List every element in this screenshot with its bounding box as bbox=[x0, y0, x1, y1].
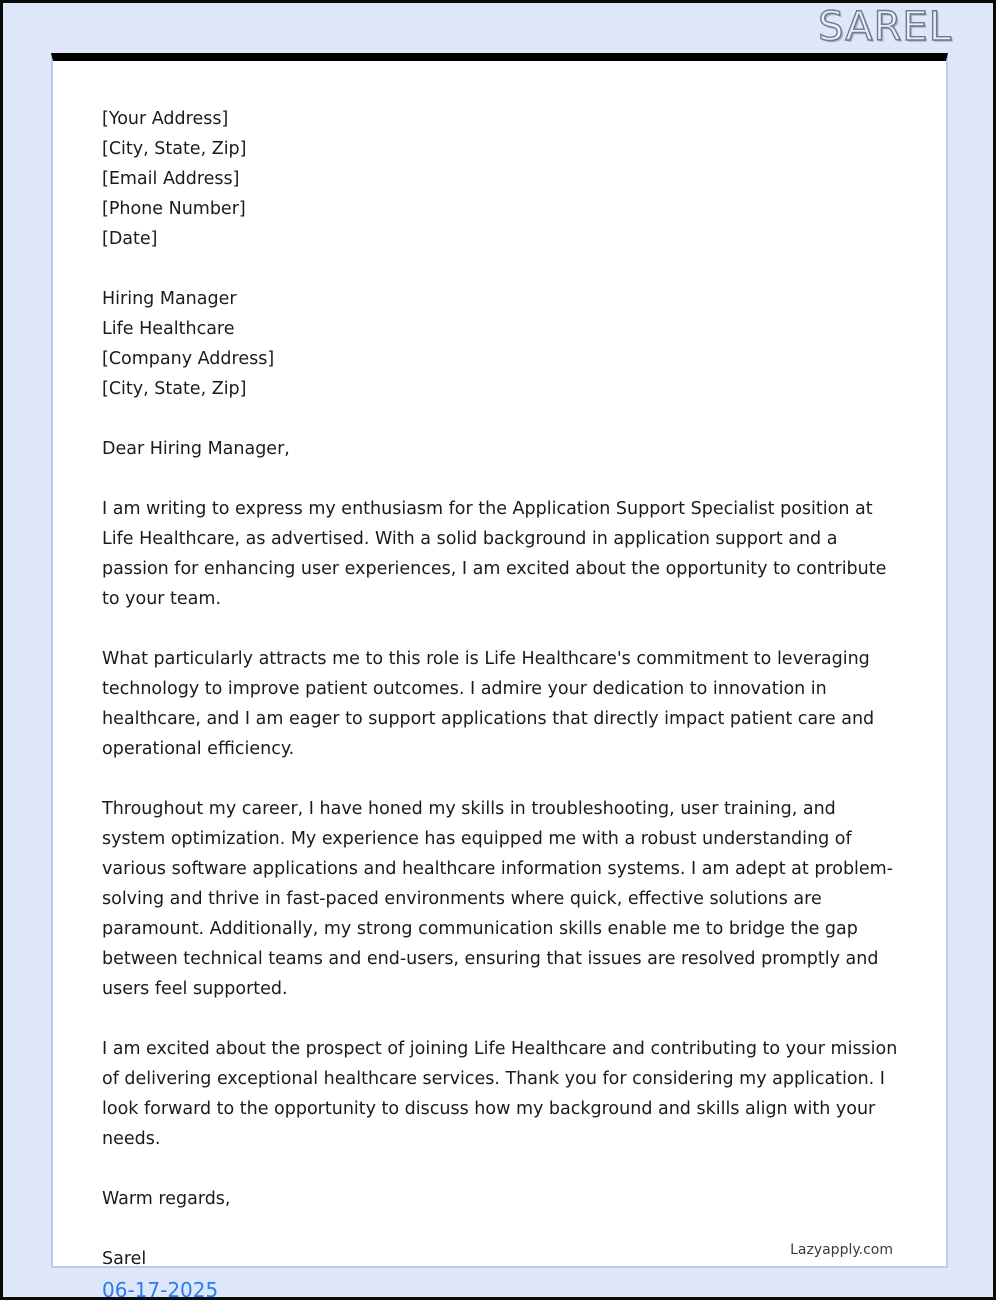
closing-line: Warm regards, bbox=[102, 1189, 231, 1209]
letter-body bbox=[102, 104, 900, 1268]
sender-address-line: [City, State, Zip] bbox=[102, 139, 247, 159]
letter-sheet bbox=[51, 53, 948, 1268]
recipient-address-line: [City, State, Zip] bbox=[102, 379, 247, 399]
sender-address-block bbox=[102, 104, 900, 254]
recipient-address-line: Life Healthcare bbox=[102, 319, 235, 339]
signature-name: Sarel bbox=[102, 1249, 147, 1268]
sender-address-line: [Date] bbox=[102, 229, 158, 249]
sender-address-line: [Phone Number] bbox=[102, 199, 246, 219]
salutation: Dear Hiring Manager, bbox=[102, 439, 290, 459]
body-paragraph: I am writing to express my enthusiasm for the Application Support Specialist position at Life Healthcare, as advertised. With a solid background in application support and a passion for enhancing user experiences, I am excited about the opportunity to contribute to your team. bbox=[102, 499, 887, 609]
date-stamp: 06-17-2025 bbox=[102, 1278, 219, 1300]
body-paragraph: Throughout my career, I have honed my skills in troubleshooting, user training, and system optimization. My experience has equipped me with a robust understanding of various software applications and healthcare information systems. I am adept at problem-solving and thrive in fast-paced environments where quick, effective solutions are paramount. Additionally, my strong communication skills enable me to bridge the gap between technical teams and end-users, ensuring that issues are resolved promptly and users feel supported. bbox=[102, 799, 894, 999]
recipient-address-line: Hiring Manager bbox=[102, 289, 237, 309]
sender-address-line: [Email Address] bbox=[102, 169, 240, 189]
footer-site-mark: Lazyapply.com bbox=[790, 1242, 893, 1258]
body-paragraph: What particularly attracts me to this role is Life Healthcare's commitment to leveraging technology to improve patient outcomes. I admire your dedication to innovation in healthcare, and I am eager to support applications that directly impact patient care and operational efficiency. bbox=[102, 649, 875, 759]
sender-address-line: [Your Address] bbox=[102, 109, 229, 129]
brand-wordmark: SAREL bbox=[818, 4, 952, 50]
recipient-address-line: [Company Address] bbox=[102, 349, 275, 369]
recipient-address-block bbox=[102, 284, 900, 404]
body-paragraph: I am excited about the prospect of joining Life Healthcare and contributing to your mission of delivering exceptional healthcare services. Thank you for considering my application. I look forward to the opportunity to discuss how my background and skills align with your needs. bbox=[102, 1039, 898, 1149]
brand-header bbox=[6, 6, 996, 53]
